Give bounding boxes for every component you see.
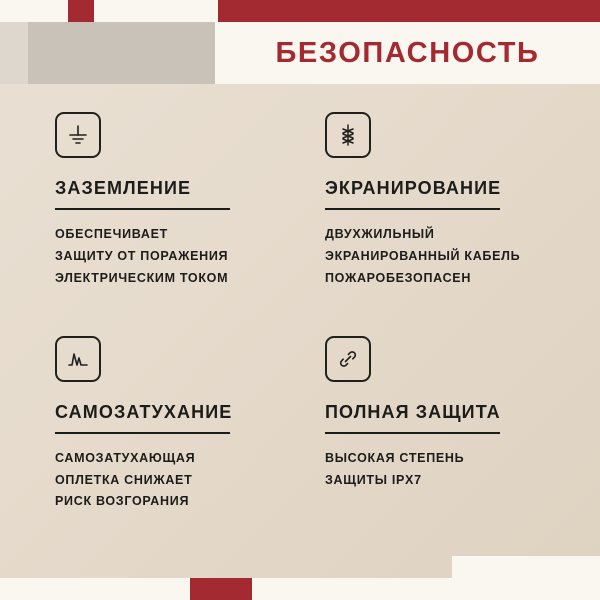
- feature-line: ВЫСОКАЯ СТЕПЕНЬ: [325, 450, 465, 465]
- feature-line: ДВУХЖИЛЬНЫЙ: [325, 227, 435, 241]
- feature-description: [55, 224, 305, 290]
- top-decor-grey: [0, 22, 215, 84]
- feature-title: ПОЛНАЯ ЗАЩИТА: [325, 401, 501, 422]
- full-protection-icon: [325, 336, 371, 382]
- divider: [55, 208, 230, 210]
- title-plate: [215, 22, 600, 84]
- feature-card-full-protection: [325, 336, 575, 514]
- feature-description: [325, 224, 575, 290]
- feature-line: ОБЕСПЕЧИВАЕТ: [55, 227, 168, 241]
- divider: [55, 432, 230, 434]
- page-title: БЕЗОПАСНОСТЬ: [275, 36, 540, 69]
- shielding-icon: [325, 112, 371, 158]
- divider: [325, 432, 500, 434]
- feature-line: РИСК ВОЗГОРАНИЯ: [55, 494, 190, 509]
- divider: [325, 208, 500, 210]
- top-decor-red-small: [68, 0, 94, 22]
- feature-line: ПОЖАРОБЕЗОПАСЕН: [325, 270, 472, 285]
- grounding-icon: [55, 112, 101, 158]
- feature-title: ЭКРАНИРОВАНИЕ: [325, 178, 502, 198]
- feature-line: ЭКРАНИРОВАННЫЙ КАБЕЛЬ: [325, 248, 521, 263]
- feature-line: ЗАЩИТУ ОТ ПОРАЖЕНИЯ: [55, 248, 229, 263]
- self-extinguishing-icon: [55, 336, 101, 382]
- bottom-decor-light: [452, 556, 600, 578]
- feature-line: ЗАЩИТЫ IPX7: [325, 472, 422, 487]
- top-decor-red-wide: [218, 0, 600, 22]
- feature-title: ЗАЗЕМЛЕНИЕ: [55, 178, 192, 198]
- top-decor-grey-edge: [0, 22, 28, 84]
- feature-card-shielding: [325, 112, 575, 290]
- feature-title: САМОЗАТУХАНИЕ: [55, 401, 233, 422]
- feature-description: [325, 448, 575, 492]
- bottom-decor-strip: [0, 578, 600, 600]
- feature-card-grounding: [55, 112, 305, 290]
- feature-line: САМОЗАТУХАЮЩАЯ: [55, 450, 196, 465]
- bottom-decor-red: [190, 578, 252, 600]
- feature-grid: [55, 112, 555, 513]
- feature-line: ОПЛЕТКА СНИЖАЕТ: [55, 472, 193, 487]
- feature-line: ЭЛЕКТРИЧЕСКИМ ТОКОМ: [55, 270, 229, 285]
- feature-card-self-extinguishing: [55, 336, 305, 514]
- feature-description: [55, 448, 305, 514]
